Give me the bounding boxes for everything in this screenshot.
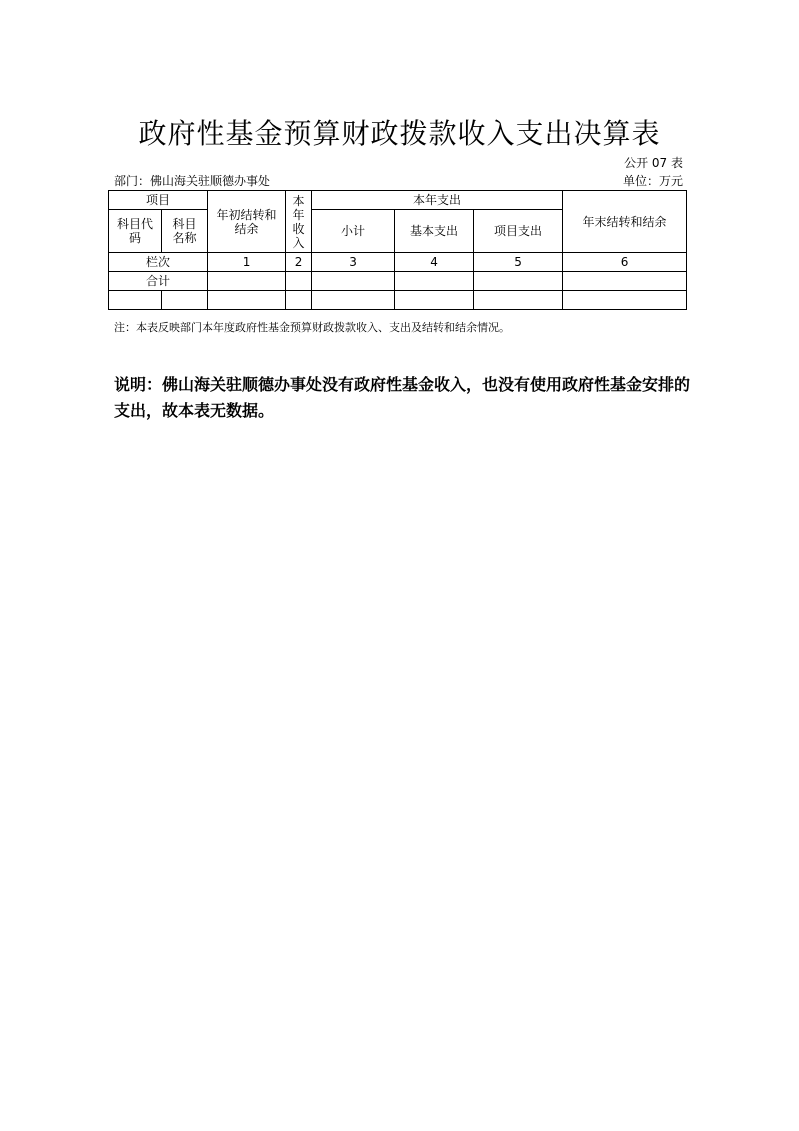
empty-cell	[286, 291, 312, 310]
empty-cell	[312, 291, 395, 310]
total-cell	[395, 272, 474, 291]
empty-cell	[395, 291, 474, 310]
column-number-2: 2	[286, 253, 312, 272]
header-item: 项目	[109, 191, 208, 210]
header-income	[286, 191, 312, 253]
column-number-5: 5	[474, 253, 563, 272]
final-accounts-table	[108, 190, 687, 310]
column-number-1: 1	[208, 253, 286, 272]
total-cell	[208, 272, 286, 291]
header-subject-code-text: 科目代码	[116, 217, 153, 245]
empty-cell	[474, 291, 563, 310]
total-cell	[563, 272, 687, 291]
column-number-4: 4	[395, 253, 474, 272]
empty-cell	[162, 291, 208, 310]
header-begin-balance: 年初结转和结余	[208, 191, 286, 253]
page-title: 政府性基金预算财政拨款收入支出决算表	[138, 117, 661, 150]
header-subject-name-text: 科目名称	[172, 217, 197, 245]
empty-cell	[208, 291, 286, 310]
document-number: 公开 07 表	[624, 156, 683, 170]
total-cell	[312, 272, 395, 291]
header-end-balance: 年末结转和结余	[563, 191, 687, 253]
header-subject-name	[162, 210, 208, 253]
empty-cell	[109, 291, 162, 310]
header-basic-expense: 基本支出	[395, 210, 474, 253]
total-cell	[474, 272, 563, 291]
row-total-label: 合计	[109, 272, 208, 291]
header-subject-code	[109, 210, 162, 253]
table-note: 注：本表反映部门本年度政府性基金预算财政拨款收入、支出及结转和结余情况。	[114, 321, 510, 334]
explanation-text: 说明：佛山海关驻顺德办事处没有政府性基金收入，也没有使用政府性基金安排的支出，故本表无数据。	[114, 375, 691, 420]
unit-label: 单位：万元	[622, 174, 683, 188]
column-number-6: 6	[563, 253, 687, 272]
header-expense: 本年支出	[312, 191, 563, 210]
header-subtotal: 小计	[312, 210, 395, 253]
column-number-3: 3	[312, 253, 395, 272]
header-project-expense: 项目支出	[474, 210, 563, 253]
row-column-label: 栏次	[109, 253, 208, 272]
header-income-text: 本年收入	[292, 193, 305, 250]
total-cell	[286, 272, 312, 291]
empty-cell	[563, 291, 687, 310]
department-label: 部门：佛山海关驻顺德办事处	[114, 174, 271, 188]
